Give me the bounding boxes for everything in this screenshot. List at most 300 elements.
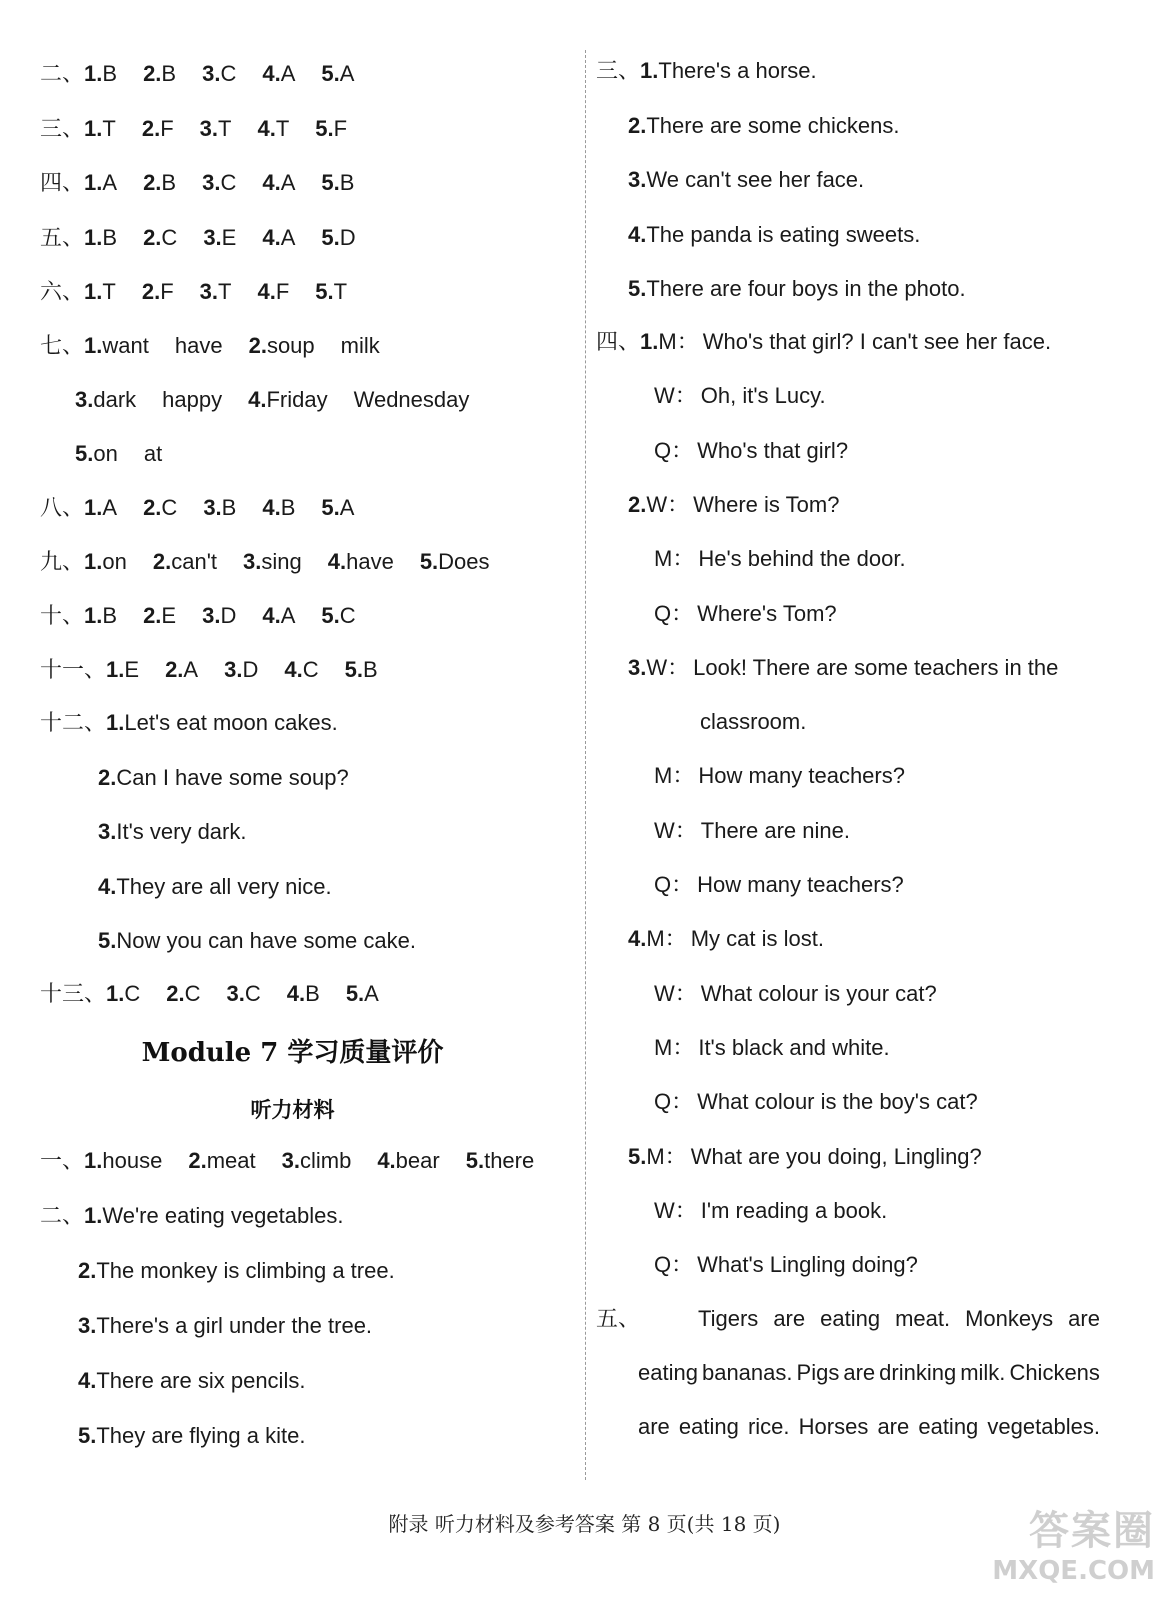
item-answer: E bbox=[161, 603, 177, 628]
dialogue-line bbox=[628, 1143, 982, 1171]
item-number: 3. bbox=[202, 170, 221, 195]
item-answer: T bbox=[102, 115, 116, 141]
item-number: 2. bbox=[166, 981, 185, 1006]
item-answer: D bbox=[242, 657, 259, 682]
answer-item bbox=[143, 602, 176, 630]
item-number: 2. bbox=[141, 279, 161, 304]
speaker-label: Q： bbox=[654, 872, 694, 897]
answer-item bbox=[143, 60, 176, 88]
item-answer: T bbox=[218, 115, 232, 141]
item-number: 3. bbox=[628, 167, 647, 192]
item-number: 5. bbox=[78, 1423, 97, 1448]
dialogue-text: How many teachers? bbox=[698, 763, 905, 789]
dialogue-text: He's behind the door. bbox=[698, 546, 906, 572]
item-number: 4. bbox=[262, 224, 281, 250]
item-number: 1. bbox=[640, 329, 659, 354]
answer-item bbox=[203, 494, 236, 522]
dialogue-text: There are nine. bbox=[700, 817, 850, 843]
dialogue-text: Oh, it's Lucy. bbox=[700, 383, 826, 409]
passage-word: are bbox=[773, 1306, 806, 1331]
item-number: 2. bbox=[165, 657, 184, 682]
item-number: 3. bbox=[98, 819, 117, 844]
speaker-label: M： bbox=[654, 546, 695, 572]
item-number: 5. bbox=[75, 441, 94, 466]
sentence-text: It's very dark. bbox=[116, 819, 247, 844]
sentence-text: There's a girl under the tree. bbox=[96, 1313, 373, 1338]
passage-word: milk. bbox=[960, 1360, 1006, 1385]
sentence-line bbox=[78, 1257, 395, 1285]
speaker-label: M： bbox=[654, 1034, 695, 1060]
item-number: 4. bbox=[257, 279, 276, 304]
item-number: 3. bbox=[628, 654, 647, 680]
dialogue-text: It's black and white. bbox=[698, 1034, 890, 1060]
sentence-text: They are flying a kite. bbox=[96, 1423, 306, 1448]
section-label: 二、 bbox=[40, 1204, 85, 1229]
item-answer: B bbox=[102, 224, 118, 250]
item-number: 1. bbox=[84, 549, 103, 574]
answer-item bbox=[262, 169, 295, 197]
item-number: 1. bbox=[106, 710, 125, 735]
page-footer: 附录 听力材料及参考答案 第 8 页(共 18 页) bbox=[388, 1512, 781, 1536]
answer-item bbox=[84, 224, 117, 252]
fill-in-line bbox=[75, 440, 162, 468]
item-number: 4. bbox=[327, 549, 347, 574]
sentence-text: Can I have some soup? bbox=[116, 764, 349, 790]
speaker-label: W： bbox=[654, 1197, 697, 1223]
item-answer: D bbox=[339, 224, 356, 250]
item-answer: B bbox=[161, 170, 177, 195]
answer-item bbox=[262, 494, 295, 522]
answer-row bbox=[40, 656, 378, 685]
item-number: 3. bbox=[202, 61, 221, 86]
module-title: Module 7 学习质量评价 bbox=[141, 1038, 444, 1068]
dialogue-text: How many teachers? bbox=[697, 872, 904, 897]
answer-item bbox=[284, 656, 318, 684]
dialogue-line bbox=[654, 382, 826, 410]
item-answer: T bbox=[218, 279, 232, 304]
answer-item bbox=[243, 548, 302, 576]
item-number: 5. bbox=[321, 603, 340, 628]
item-answer: B bbox=[305, 981, 320, 1006]
passage-word: bananas. bbox=[701, 1360, 793, 1385]
answer-item bbox=[84, 115, 116, 143]
answer-item bbox=[321, 602, 355, 630]
passage-line bbox=[638, 1359, 1100, 1387]
dialogue-line bbox=[654, 1251, 918, 1279]
item-number: 1. bbox=[84, 61, 103, 86]
item-answer: T bbox=[275, 115, 290, 141]
answer-row bbox=[40, 115, 347, 144]
passage-word: eating bbox=[638, 1360, 698, 1385]
item-answer: C bbox=[302, 657, 319, 682]
sentence-line bbox=[98, 873, 332, 901]
speaker-label: W： bbox=[646, 491, 690, 517]
item-number: 2. bbox=[141, 115, 161, 141]
item-answer: climb bbox=[299, 1148, 352, 1173]
item-number: 4. bbox=[257, 115, 276, 141]
item-answer: A bbox=[339, 495, 355, 520]
dialogue-line bbox=[654, 600, 837, 628]
item-answer: happy bbox=[162, 387, 223, 412]
section-label: 三、 bbox=[40, 116, 85, 142]
speaker-label: W： bbox=[646, 654, 690, 680]
dialogue-line bbox=[654, 871, 904, 899]
item-number: 2. bbox=[98, 764, 117, 790]
answer-item bbox=[346, 980, 379, 1008]
fill-in-item bbox=[248, 386, 469, 414]
item-answer: Wednesday bbox=[353, 387, 470, 412]
dialogue-text: Who's that girl? I can't see her face. bbox=[702, 329, 1052, 354]
item-answer: there bbox=[484, 1148, 535, 1173]
item-number: 4. bbox=[262, 495, 281, 520]
answer-item bbox=[202, 60, 236, 88]
section-label: 四、 bbox=[596, 330, 641, 355]
sentence-text: Let's eat moon cakes. bbox=[124, 710, 338, 735]
sentence-line bbox=[78, 1312, 372, 1340]
item-answer: B bbox=[161, 61, 177, 86]
sentence-text: Now you can have some cake. bbox=[116, 928, 416, 953]
section-label: 二、 bbox=[40, 62, 85, 87]
item-answer: sing bbox=[261, 549, 302, 574]
answer-item bbox=[200, 278, 232, 306]
item-answer: have bbox=[174, 333, 223, 358]
item-answer: at bbox=[143, 441, 163, 466]
sentence-line bbox=[628, 275, 966, 303]
item-number: 3. bbox=[281, 1148, 300, 1173]
item-number: 5. bbox=[315, 279, 334, 304]
speaker-label: Q： bbox=[654, 1089, 694, 1115]
answer-item bbox=[315, 278, 347, 306]
item-answer: meat bbox=[206, 1148, 256, 1173]
sentence-line bbox=[40, 709, 338, 738]
item-number: 1. bbox=[84, 495, 103, 520]
answer-row bbox=[40, 169, 354, 198]
section-subtitle: 听力材料 bbox=[250, 1097, 335, 1122]
item-number: 5. bbox=[321, 61, 340, 86]
item-answer: B bbox=[280, 495, 296, 520]
item-number: 3. bbox=[202, 603, 221, 628]
watermark-logo bbox=[965, 1508, 1155, 1596]
item-number: 4. bbox=[262, 603, 281, 628]
passage-word: Tigers bbox=[698, 1306, 759, 1331]
passage-word: meat. bbox=[895, 1306, 951, 1331]
passage-word: rice. bbox=[747, 1414, 790, 1439]
answer-item bbox=[84, 494, 117, 522]
item-number: 4. bbox=[98, 873, 117, 899]
answer-item bbox=[262, 60, 295, 88]
item-answer: A bbox=[280, 170, 296, 195]
passage-line bbox=[698, 1305, 1100, 1333]
speaker-label: Q： bbox=[654, 437, 694, 463]
sentence-line bbox=[78, 1422, 305, 1450]
passage-word: Horses bbox=[798, 1414, 869, 1439]
answer-item bbox=[84, 169, 117, 197]
item-number: 4. bbox=[286, 981, 306, 1006]
answer-item bbox=[143, 224, 177, 252]
item-answer: A bbox=[364, 981, 379, 1006]
item-number: 5. bbox=[321, 170, 340, 195]
speaker-label: W： bbox=[654, 980, 697, 1006]
speaker-label: M： bbox=[646, 926, 687, 952]
sentence-line bbox=[98, 818, 246, 846]
item-answer: soup bbox=[266, 333, 315, 358]
item-answer: B bbox=[221, 495, 237, 520]
answer-item bbox=[377, 1147, 439, 1175]
answer-item bbox=[188, 1147, 255, 1175]
section-label: 五、 bbox=[596, 1307, 641, 1332]
item-answer: on bbox=[93, 441, 118, 466]
answer-item bbox=[202, 602, 236, 630]
item-number: 4. bbox=[628, 221, 647, 247]
answer-item bbox=[202, 169, 236, 197]
fill-in-item bbox=[75, 386, 222, 414]
item-number: 5. bbox=[321, 495, 340, 520]
item-number: 3. bbox=[199, 115, 218, 141]
answer-item bbox=[257, 278, 289, 306]
item-number: 2. bbox=[143, 495, 162, 520]
answer-row bbox=[40, 60, 354, 89]
item-number: 3. bbox=[75, 387, 94, 412]
passage-word: are bbox=[877, 1414, 910, 1439]
item-number: 5. bbox=[98, 928, 117, 953]
item-number: 5. bbox=[628, 276, 647, 301]
item-number: 3. bbox=[203, 495, 222, 520]
dialogue-text: I'm reading a book. bbox=[700, 1197, 888, 1223]
item-number: 2. bbox=[152, 549, 172, 574]
item-number: 5. bbox=[345, 981, 365, 1006]
section-label: 九、 bbox=[40, 550, 85, 575]
passage-word: Chickens bbox=[1009, 1360, 1100, 1385]
answer-row bbox=[40, 224, 356, 253]
item-answer: Does bbox=[438, 549, 490, 574]
answer-row bbox=[40, 278, 347, 307]
item-number: 2. bbox=[78, 1258, 97, 1283]
section-label-line bbox=[596, 1305, 640, 1334]
sentence-text: The monkey is climbing a tree. bbox=[96, 1258, 395, 1283]
item-number: 3. bbox=[226, 981, 245, 1006]
item-answer: Friday bbox=[266, 387, 328, 412]
item-number: 4. bbox=[377, 1148, 396, 1173]
section-label: 十一、 bbox=[40, 658, 107, 683]
sentence-text: There are some chickens. bbox=[646, 112, 900, 138]
speaker-label: Q： bbox=[654, 600, 694, 626]
passage-word: drinking bbox=[879, 1360, 957, 1385]
passage-word: are bbox=[843, 1360, 876, 1385]
watermark-site-text: MXQE.COM bbox=[992, 1556, 1155, 1586]
item-number: 4. bbox=[284, 657, 303, 682]
sentence-line bbox=[40, 1202, 343, 1231]
fill-in-item bbox=[249, 332, 380, 360]
answer-item bbox=[328, 548, 394, 576]
answer-item bbox=[143, 169, 176, 197]
item-number: 3. bbox=[78, 1313, 97, 1338]
dialogue-line bbox=[654, 980, 937, 1008]
sentence-text: There are four boys in the photo. bbox=[646, 276, 966, 301]
answer-item bbox=[84, 278, 116, 306]
item-number: 2. bbox=[143, 224, 162, 250]
item-number: 1. bbox=[106, 657, 125, 682]
answer-item bbox=[262, 602, 295, 630]
dialogue-line bbox=[654, 762, 905, 790]
section-label: 四、 bbox=[40, 171, 85, 196]
answer-item bbox=[227, 980, 261, 1008]
section-label: 一、 bbox=[40, 1149, 85, 1174]
section-label: 十二、 bbox=[40, 711, 107, 736]
item-number: 1. bbox=[106, 981, 125, 1006]
dialogue-line bbox=[628, 491, 839, 519]
answer-item bbox=[282, 1147, 352, 1175]
dialogue-line bbox=[654, 1034, 890, 1062]
passage-word: are bbox=[1068, 1306, 1100, 1331]
answer-item bbox=[321, 60, 354, 88]
item-answer: C bbox=[220, 170, 237, 195]
answer-item bbox=[166, 980, 200, 1008]
item-answer: C bbox=[161, 495, 178, 520]
dialogue-text: Look! There are some teachers in the bbox=[693, 654, 1059, 680]
item-answer: A bbox=[339, 61, 355, 86]
answer-item bbox=[420, 548, 490, 576]
item-answer: B bbox=[339, 170, 355, 195]
dialogue-text: What are you doing, Lingling? bbox=[690, 1143, 982, 1169]
dialogue-line bbox=[628, 654, 1058, 682]
item-answer: C bbox=[184, 981, 201, 1006]
sentence-line bbox=[628, 112, 899, 140]
dialogue-line bbox=[654, 437, 848, 465]
item-number: 2. bbox=[248, 333, 267, 358]
item-number: 2. bbox=[143, 170, 162, 195]
item-number: 1. bbox=[84, 1203, 103, 1228]
dialogue-text: What's Lingling doing? bbox=[697, 1252, 918, 1278]
item-number: 1. bbox=[84, 333, 103, 358]
passage-word: are bbox=[638, 1414, 670, 1439]
column-divider bbox=[585, 50, 586, 1480]
speaker-label: M： bbox=[646, 1143, 687, 1169]
item-number: 1. bbox=[84, 170, 103, 195]
dialogue-text: Who's that girl? bbox=[697, 437, 849, 463]
dialogue-text: Where is Tom? bbox=[693, 491, 840, 517]
answer-item bbox=[153, 548, 217, 576]
item-answer: B bbox=[102, 603, 118, 628]
dialogue-text: Where's Tom? bbox=[697, 600, 837, 626]
answer-item bbox=[84, 1147, 162, 1175]
sentence-line bbox=[596, 57, 817, 86]
answer-row bbox=[40, 548, 490, 577]
fill-in-line bbox=[40, 332, 380, 361]
item-answer: house bbox=[102, 1148, 163, 1173]
item-number: 3. bbox=[243, 549, 262, 574]
section-label: 六、 bbox=[40, 280, 85, 305]
answer-item bbox=[257, 115, 289, 143]
dialogue-line bbox=[596, 328, 1051, 357]
item-answer: A bbox=[102, 170, 118, 195]
section-label: 七、 bbox=[40, 334, 85, 359]
item-answer: milk bbox=[340, 333, 380, 358]
dialogue-text: classroom. bbox=[700, 709, 807, 735]
item-number: 5. bbox=[628, 1143, 647, 1169]
sentence-text: We're eating vegetables. bbox=[102, 1203, 344, 1228]
answer-item bbox=[262, 224, 295, 252]
answer-item bbox=[315, 115, 347, 143]
item-number: 1. bbox=[84, 1148, 103, 1173]
item-number: 3. bbox=[199, 279, 218, 304]
dialogue-line bbox=[654, 545, 906, 573]
speaker-label: M： bbox=[654, 763, 695, 789]
watermark-logo-text: 答案圈 bbox=[1029, 1508, 1155, 1554]
answer-row bbox=[40, 602, 356, 631]
fill-in-line bbox=[75, 386, 469, 414]
item-number: 1. bbox=[84, 603, 103, 628]
item-answer: A bbox=[183, 657, 199, 682]
speaker-label: Q： bbox=[654, 1252, 694, 1278]
section-label: 三、 bbox=[596, 59, 641, 84]
answer-item bbox=[321, 494, 354, 522]
answer-item bbox=[165, 656, 198, 684]
passage-word: eating bbox=[918, 1414, 979, 1439]
answer-item bbox=[106, 656, 139, 684]
item-answer: can't bbox=[171, 549, 218, 574]
item-answer: T bbox=[333, 279, 348, 304]
item-number: 4. bbox=[248, 387, 267, 412]
item-answer: F bbox=[333, 115, 348, 141]
item-number: 2. bbox=[628, 112, 647, 138]
item-answer: E bbox=[221, 224, 237, 250]
sentence-text: We can't see her face. bbox=[646, 167, 865, 192]
answer-item bbox=[84, 602, 117, 630]
item-answer: dark bbox=[93, 387, 137, 412]
item-number: 2. bbox=[188, 1148, 207, 1173]
dialogue-continuation bbox=[700, 708, 806, 736]
dialogue-line bbox=[628, 925, 824, 953]
item-number: 5. bbox=[419, 549, 439, 574]
item-number: 1. bbox=[84, 279, 103, 304]
item-number: 1. bbox=[84, 224, 103, 250]
sentence-text: They are all very nice. bbox=[116, 873, 332, 899]
item-number: 2. bbox=[143, 61, 162, 86]
answer-item bbox=[84, 548, 127, 576]
item-answer: F bbox=[160, 115, 174, 141]
passage-word: eating bbox=[820, 1306, 881, 1331]
sentence-text: There's a horse. bbox=[658, 58, 817, 83]
item-number: 2. bbox=[143, 603, 162, 628]
item-answer: A bbox=[280, 224, 296, 250]
answer-item bbox=[200, 115, 232, 143]
section-label: 五、 bbox=[40, 225, 85, 251]
dialogue-text: My cat is lost. bbox=[690, 926, 824, 952]
section-label: 十、 bbox=[40, 604, 85, 629]
item-answer: want bbox=[102, 333, 149, 358]
answer-item bbox=[345, 656, 378, 684]
item-number: 2. bbox=[628, 491, 647, 517]
sentence-line bbox=[628, 166, 864, 194]
item-answer: bear bbox=[395, 1148, 440, 1173]
answer-item bbox=[466, 1147, 535, 1175]
item-answer: A bbox=[280, 61, 296, 86]
answer-row bbox=[40, 494, 354, 523]
item-number: 3. bbox=[224, 657, 243, 682]
sentence-text: There are six pencils. bbox=[96, 1368, 306, 1393]
item-answer: have bbox=[346, 549, 394, 574]
item-answer: C bbox=[244, 981, 261, 1006]
answer-item bbox=[203, 224, 236, 252]
item-answer: B bbox=[102, 61, 118, 86]
passage-word: vegetables. bbox=[987, 1414, 1100, 1439]
item-number: 5. bbox=[315, 115, 334, 141]
answer-item bbox=[142, 115, 174, 143]
item-number: 5. bbox=[321, 224, 340, 250]
sentence-text: The panda is eating sweets. bbox=[646, 221, 921, 247]
item-answer: C bbox=[220, 61, 237, 86]
passage-line bbox=[638, 1413, 1100, 1441]
